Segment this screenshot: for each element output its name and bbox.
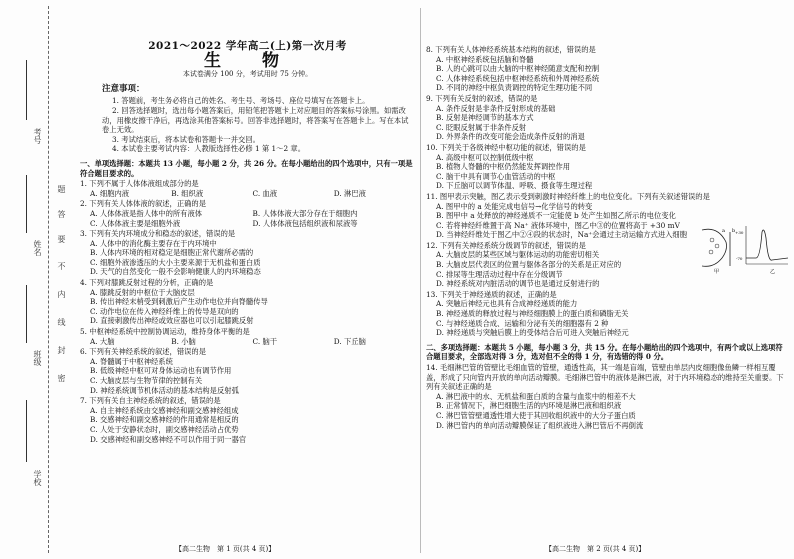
question-option: A. 人体中的消化酶主要存在于内环境中: [90, 238, 217, 248]
question-stem: 8. 下列有关人体神经系统基本结构的叙述，错误的是: [426, 45, 596, 54]
kaohao-label: 考号: [33, 128, 42, 144]
question-option: C. 人体神经系统包括中枢神经系统和外周神经系统: [436, 73, 600, 83]
axis-label-70: -70: [736, 256, 743, 261]
option-row: [80, 209, 415, 219]
question-stem: 9. 下列有关反射的叙述，错误的是: [426, 93, 538, 103]
exam-meta: 本试卷满分 100 分，考试用时 75 分钟。: [182, 70, 313, 79]
question-option: D. 下丘脑可以调节体温、呼吸、摄食等生理过程: [436, 181, 593, 191]
question-option: B. 传出神经末梢受到刺激后产生动作电位并向脊髓传导: [90, 297, 268, 307]
xingming-line: [26, 175, 27, 233]
note-item: 4. 本试卷主要考试内容：人教版选择性必修 1 第 1～2 章。: [112, 144, 306, 154]
kaohao-line: [26, 60, 27, 120]
question-option: D. 直接刺激传出神经或效应器也可以引起膝跳反射: [90, 316, 254, 326]
question-option: A. 高级中枢可以控制低级中枢: [436, 152, 534, 162]
note-item: 2. 回答选择题时，选出每小题答案后，用铅笔把答题卡上对应题目的答案标号涂黑。如需改动，用橡皮擦干净后，再选涂其他答案标号。回答非选择题时，将答案写在答题卡上。写在本试卷上无效。: [102, 105, 409, 135]
question-option: A. 细胞内液: [90, 188, 130, 198]
question-stem: 3. 下列有关内环境成分和稳态的叙述，错误的是: [80, 229, 236, 239]
axis-label-30: +30: [735, 230, 744, 235]
question-option: A. 膝跳反射的中枢位于大脑皮层: [90, 287, 195, 297]
option-row: [80, 189, 415, 199]
question-stem: 5. 中枢神经系统中控制协调运动，维持身体平衡的是: [80, 327, 250, 337]
question-option: B. 植物人脊髓的中枢仍然能发挥调控作用: [436, 162, 571, 172]
question-stem: 10. 下列关于各级神经中枢功能的叙述，错误的是: [426, 142, 586, 152]
question-option: A. 图甲中的 a 处能完成电信号→化学信号的转变: [436, 201, 593, 211]
note-item: 3. 考试结束后，将本试卷和答题卡一并交回。: [112, 134, 260, 144]
question-option: B. 人体体液大部分存在于细胞内: [252, 208, 358, 218]
question-option: C. 细胞外液渗透压的大小主要来源于无机盐和蛋白质: [90, 257, 261, 267]
question-option: D. 交感神经和副交感神经不可以作用于同一器官: [90, 434, 247, 444]
question-option: D. 神经递质与突触后膜上的受体结合后可进入突触后神经元: [436, 328, 629, 338]
question-option: C. 动作电位在传入神经纤维上的传导是双向的: [90, 306, 239, 316]
binding-strip: [0, 0, 70, 559]
question-option: C. 脑干: [252, 336, 278, 346]
left-column: [80, 0, 415, 444]
xuexiao-line: [26, 400, 27, 462]
question-option: B. 正常情况下，淋巴细胞生活的内环境是淋巴液和组织液: [436, 401, 622, 411]
figure-label-b: b: [732, 228, 736, 234]
question-stem: 13. 下列关于神经递质的叙述，正确的是: [426, 289, 557, 299]
question-option: C. 眨眼反射属于非条件反射: [436, 122, 527, 132]
question-option: A. 大脑皮层的某些区域与躯体运动的功能密切相关: [436, 250, 600, 260]
question-option: A. 大脑: [90, 336, 115, 346]
question-option: A. 淋巴液中的水、无机盐和蛋白质的含量与血浆中的相差不大: [436, 391, 636, 401]
question-stem: 7. 下列有关自主神经系统的叙述，错误的是: [80, 396, 221, 406]
right-column: [426, 0, 786, 430]
xingming-label: 姓名: [33, 240, 42, 256]
seal-char: 内: [57, 290, 66, 298]
subject-title: 生 物: [204, 50, 291, 71]
seal-char: 题: [57, 185, 66, 193]
question-option: D. 神经系统对内脏活动的调节也是通过反射进行的: [436, 279, 600, 289]
question-stem: 6. 下列有关神经系统的叙述，错误的是: [80, 347, 207, 357]
footer-left: 【高二生物 第 1 页(共 4 页)】: [175, 545, 276, 553]
question-option: D. 人体体液包括组织液和尿液等: [252, 218, 358, 228]
question-option: D. 淋巴管内的单向活动瓣膜保证了组织液进入淋巴管后不再倒流: [436, 420, 644, 430]
question-option: A. 人体体液是指人体中的所有液体: [90, 208, 203, 218]
question-option: A. 突触后神经元也具有合成神经递质的能力: [436, 299, 578, 309]
section-heading: 二、多项选择题：本题共 5 小题，每小题 3 分，共 15 分。在每小题给出的四个选项中，有两个或以上选项符合题目要求，全部选对得 3 分，选对但不全的得 1 分，有选错的得 0 分。: [426, 342, 783, 362]
banji-label: 班级: [33, 350, 42, 366]
question-option: A. 脊髓属于中枢神经系统: [90, 356, 173, 366]
question-option: C. 人处于安静状态时，副交感神经活动占优势: [90, 424, 239, 434]
synapse-diagram: [702, 228, 735, 274]
figure-label-a: a: [722, 228, 725, 234]
seal-char: 密: [57, 374, 66, 382]
question-option: C. 脑干中具有调节心血管活动的中枢: [436, 171, 556, 181]
question-stem: 1. 下列不属于人体体液组成部分的是: [80, 179, 199, 189]
seal-line: [48, 6, 49, 553]
potential-graph: [735, 226, 788, 274]
figure-label-yi: 乙: [770, 269, 776, 274]
seal-char: 答: [57, 210, 66, 218]
question-option: D. 当神经纤维处于图乙中②④段的状态时，Na⁺会通过主动运输方式进入细胞: [436, 230, 688, 240]
synapse-figure: [700, 222, 790, 274]
question-option: A. 条件反射是非条件反射形成的基础: [436, 103, 556, 113]
question-option: B. 大脑皮层代表区的位置与躯体各部分的关系是正对应的: [436, 260, 622, 270]
question-option: C. 与神经递质合成、运输和分泌有关的细胞器有 2 种: [436, 318, 609, 328]
question-option: C. 血液: [252, 188, 278, 198]
question-option: D. 天气的自然变化一般不会影响健康人的内环境稳态: [90, 267, 261, 277]
question-stem: 2. 下列有关人体体液的叙述，正确的是: [80, 199, 207, 209]
question-option: B. 小脑: [171, 336, 196, 346]
question-option: B. 组织液: [171, 188, 204, 198]
question-option: C. 人体体液主要是细胞外液: [90, 218, 181, 228]
question-option: A. 自主神经系统由交感神经和副交感神经组成: [90, 405, 239, 415]
question-stem: 14. 毛细淋巴管的管壁比毛细血管的管壁，通透性高，其一端是盲端，管壁由单层内皮细胞像鱼鳞一样相互覆盖，形成了只向管内开放的单向活动瓣膜。毛细淋巴管中的液体是淋巴液，对于内环境稳态的维持至关重要。下列有关叙述正确的是: [426, 363, 784, 392]
seal-char: 不: [57, 262, 66, 270]
question-stem: 4. 下列对膝跳反射过程的分析，正确的是: [80, 278, 214, 288]
note-item: 1. 答题前，考生务必将自己的姓名、考生号、考场号、座位号填写在答题卡上。: [112, 96, 370, 106]
option-row: [80, 337, 415, 347]
question-list: [80, 179, 415, 444]
notes-heading: 注意事项：: [102, 83, 145, 94]
column-divider: [420, 8, 421, 553]
question-option: B. 低级神经中枢可对身体运动也有调节作用: [90, 366, 232, 376]
question-option: D. 下丘脑: [333, 336, 366, 346]
question-option: D. 不同的神经中枢负责调控的特定生理功能不同: [436, 83, 593, 93]
question-option: A. 中枢神经系统包括脑和脊髓: [436, 54, 534, 64]
seal-char: 封: [57, 346, 66, 354]
question-option: D. 外界条件的改变可能会造成条件反射的消退: [436, 132, 585, 142]
figure-label-jia: 甲: [714, 269, 720, 274]
question-stem: 11. 图甲表示突触，图乙表示受到刺激时神经纤维上的电位变化。下列有关叙述错误的是: [426, 191, 710, 201]
question-stem: 12. 下列有关神经系统分级调节的叙述，错误的是: [426, 240, 586, 250]
question-option: B. 人的心跳可以由大脑的中枢神经随意支配和控制: [436, 64, 600, 74]
notes-list: [80, 96, 415, 154]
section-heading: 一、单项选择题：本题共 13 小题，每小题 2 分，共 26 分。在每小题给出的四个选项中，只有一项是符合题目要求的。: [80, 158, 413, 178]
xuexiao-label: 学校: [33, 470, 42, 486]
question-option: C. 排尿等生理活动过程中存在分级调节: [436, 269, 563, 279]
question-option: D. 神经系统调节机体活动的基本结构是反射弧: [90, 385, 239, 395]
banji-line: [26, 285, 27, 343]
question-option: B. 反射是神经调节的基本方式: [436, 113, 534, 123]
question-option: B. 神经递质的释放过程与神经细胞膜上的蛋白质和磷脂无关: [436, 309, 629, 319]
question-option: B. 人体内环境的相对稳定是细胞正常代谢所必需的: [90, 248, 254, 258]
question-option: D. 淋巴液: [333, 188, 366, 198]
question-list: [426, 45, 786, 338]
question-option: C. 淋巴管管壁通透性增大使于其回收组织液中的大分子蛋白质: [436, 410, 636, 420]
question-option: C. 若将神经纤维置于高 Na⁺ 液体环境中，图乙中③的位置将高于 +30 mV: [436, 220, 680, 230]
option-row: [80, 219, 415, 229]
question-option: C. 大脑皮层与生物节律的控制有关: [90, 376, 203, 385]
exam-title: 2021～2022 学年高二(上)第一次月考: [148, 40, 347, 52]
footer-right: 【高二生物 第 2 页(共 4 页)】: [545, 545, 646, 553]
question-option: B. 交感神经和副交感神经的作用通常是相反的: [90, 415, 239, 425]
seal-char: 要: [57, 235, 66, 243]
seal-char: 线: [57, 318, 66, 326]
question-option: B. 图甲中 a 处释放的神经递质不一定能使 b 处产生如图乙所示的电位变化: [436, 211, 676, 221]
